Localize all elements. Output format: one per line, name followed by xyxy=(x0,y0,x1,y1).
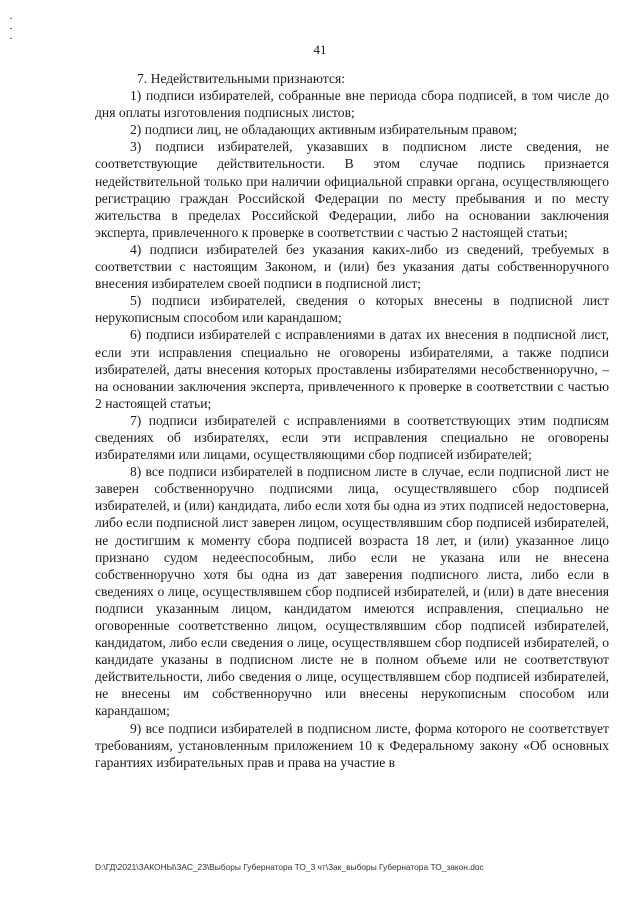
list-item: 3) подписи избирателей, указавших в подписном листе сведения, не соответствующие действительности. В этом случае подпись признается недействительной только при наличии официальной справки органа, осуществляющего регистрацию граждан Российской Федерации по месту пребывания и по месту жительства в пределах Российской Федерации, либо на основании заключения эксперта, привлеченного к проверке в соответствии с частью 2 настоящей статьи; xyxy=(95,139,609,240)
document-body xyxy=(95,70,609,771)
section-heading: 7. Недействительными признаются: xyxy=(137,71,345,86)
list-item: 2) подписи лиц, не обладающих активным избирательным правом; xyxy=(130,122,518,138)
list-item: 4) подписи избирателей без указания каких-либо из сведений, требуемых в соответствии с настоящим Законом, и (или) без указания даты собственноручного внесения избирателем своей подписи в подписной лист; xyxy=(95,241,609,292)
list-item: 8) все подписи избирателей в подписном листе в случае, если подписной лист не заверен собственноручно подписями лица, осуществлявшего сбор подписей избирателей, и (или) кандидата, либо если хотя бы одна из этих подписей недостоверна, либо если подписной лист заверен лицом, осуществлявшим сбор подписей избирателей, не достигшим к моменту сбора подписей возраста 18 лет, и (или) указанное лицо признано судом недееспособным, либо если не указана или не внесена собственноручно хотя бы одна из дат заверения подписного листа, либо если в сведениях о лице, осуществлявшем сбор подписей избирателей, и (или) в дате внесения подписи указанным лицом, кандидатом имеются исправления, специально не оговоренные соответственно лицом, осуществлявшим сбор подписей избирателей, кандидатом, либо если сведения о лице, осуществлявшем сбор подписей избирателей, о кандидате указаны в подписном листе не в полном объеме или не соответствуют действительности, либо сведения о лице, осуществлявшем сбор подписей избирателей, не внесены им собственноручно или внесены нерукописным способом или карандашом; xyxy=(95,464,609,719)
list-item: 7) подписи избирателей с исправлениями в соответствующих этим подписям сведениях об избирателях, если эти исправления специально не оговорены избирателями или лицами, осуществляющими сбор подписей избирателей; xyxy=(95,412,609,463)
file-path-footer: D:\ГД\2021\ЗАКОНЫ\ЗАС_23\Выборы Губернатора ТО_3 чт\Зак_выборы Губернатора ТО_закон.doc xyxy=(95,862,484,872)
list-item: 6) подписи избирателей с исправлениями в датах их внесения в подписной лист, если эти исправления специально не оговорены избирателями, а также подписи избирателей, даты внесения которых проставлены избирателями несобственноручно, – на основании заключения эксперта, привлеченного к проверке в соответствии с частью 2 настоящей статьи; xyxy=(95,327,609,411)
list-item: 9) все подписи избирателей в подписном листе, форма которого не соответствует требованиям, установленным приложением 10 к Федеральному закону «Об основных гарантиях избирательных прав и права на участие в xyxy=(95,720,609,770)
list-item: 5) подписи избирателей, сведения о которых внесены в подписной лист нерукописным способом или карандашом; xyxy=(95,293,609,326)
list-item: 1) подписи избирателей, собранные вне периода сбора подписей, в том числе до дня оплаты изготовления подписных листов; xyxy=(95,88,609,121)
page-number: 41 xyxy=(313,42,327,57)
